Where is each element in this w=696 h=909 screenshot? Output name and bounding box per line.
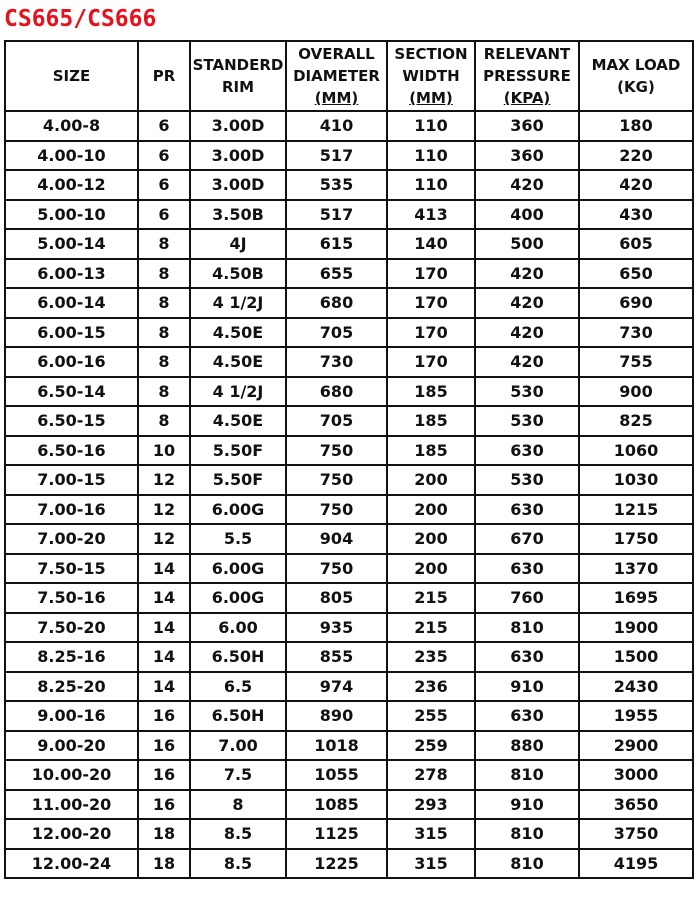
cell-rim: 3.00D xyxy=(190,141,286,171)
cell-size: 8.25-20 xyxy=(5,672,138,702)
tire-spec-table xyxy=(4,40,694,879)
cell-pr: 16 xyxy=(138,731,190,761)
cell-rim: 8.5 xyxy=(190,819,286,849)
cell-section-width: 110 xyxy=(387,170,475,200)
cell-relevant-pressure: 910 xyxy=(475,672,579,702)
cell-rim: 5.50F xyxy=(190,436,286,466)
cell-max-load: 825 xyxy=(579,406,693,436)
cell-rim: 4 1/2J xyxy=(190,288,286,318)
cell-overall-diameter: 1225 xyxy=(286,849,387,879)
table-row xyxy=(5,288,693,318)
cell-size: 6.00-13 xyxy=(5,259,138,289)
cell-relevant-pressure: 420 xyxy=(475,170,579,200)
cell-overall-diameter: 904 xyxy=(286,524,387,554)
page-title: CS665/CS666 xyxy=(4,6,157,32)
cell-max-load: 4195 xyxy=(579,849,693,879)
cell-max-load: 1060 xyxy=(579,436,693,466)
table-row xyxy=(5,583,693,613)
cell-pr: 8 xyxy=(138,318,190,348)
header-section-width: SECTION WIDTH (MM) xyxy=(387,41,475,111)
cell-overall-diameter: 1125 xyxy=(286,819,387,849)
cell-overall-diameter: 680 xyxy=(286,377,387,407)
table-row xyxy=(5,170,693,200)
cell-max-load: 3750 xyxy=(579,819,693,849)
cell-rim: 3.00D xyxy=(190,111,286,141)
cell-rim: 6.50H xyxy=(190,701,286,731)
cell-pr: 12 xyxy=(138,465,190,495)
cell-pr: 16 xyxy=(138,790,190,820)
cell-size: 5.00-10 xyxy=(5,200,138,230)
cell-section-width: 200 xyxy=(387,524,475,554)
cell-size: 7.00-20 xyxy=(5,524,138,554)
cell-overall-diameter: 655 xyxy=(286,259,387,289)
cell-size: 7.00-15 xyxy=(5,465,138,495)
cell-rim: 8 xyxy=(190,790,286,820)
table-row xyxy=(5,318,693,348)
cell-overall-diameter: 750 xyxy=(286,436,387,466)
cell-relevant-pressure: 760 xyxy=(475,583,579,613)
cell-rim: 6.5 xyxy=(190,672,286,702)
cell-section-width: 315 xyxy=(387,819,475,849)
cell-relevant-pressure: 500 xyxy=(475,229,579,259)
cell-max-load: 3000 xyxy=(579,760,693,790)
cell-relevant-pressure: 630 xyxy=(475,554,579,584)
cell-section-width: 170 xyxy=(387,347,475,377)
cell-size: 6.50-14 xyxy=(5,377,138,407)
cell-overall-diameter: 517 xyxy=(286,141,387,171)
cell-pr: 14 xyxy=(138,642,190,672)
cell-rim: 4.50E xyxy=(190,347,286,377)
cell-max-load: 220 xyxy=(579,141,693,171)
cell-rim: 6.00G xyxy=(190,554,286,584)
cell-overall-diameter: 750 xyxy=(286,465,387,495)
cell-rim: 6.00 xyxy=(190,613,286,643)
cell-rim: 3.50B xyxy=(190,200,286,230)
cell-rim: 4.50E xyxy=(190,406,286,436)
table-row xyxy=(5,465,693,495)
cell-rim: 8.5 xyxy=(190,849,286,879)
cell-relevant-pressure: 360 xyxy=(475,141,579,171)
cell-max-load: 1030 xyxy=(579,465,693,495)
cell-size: 7.00-16 xyxy=(5,495,138,525)
cell-rim: 4 1/2J xyxy=(190,377,286,407)
cell-section-width: 200 xyxy=(387,495,475,525)
cell-section-width: 110 xyxy=(387,111,475,141)
cell-size: 7.50-16 xyxy=(5,583,138,613)
cell-max-load: 1750 xyxy=(579,524,693,554)
cell-size: 4.00-12 xyxy=(5,170,138,200)
cell-size: 10.00-20 xyxy=(5,760,138,790)
cell-rim: 6.50H xyxy=(190,642,286,672)
cell-section-width: 235 xyxy=(387,642,475,672)
cell-relevant-pressure: 530 xyxy=(475,465,579,495)
table-row xyxy=(5,642,693,672)
cell-section-width: 170 xyxy=(387,259,475,289)
cell-max-load: 1370 xyxy=(579,554,693,584)
table-row xyxy=(5,229,693,259)
cell-rim: 4J xyxy=(190,229,286,259)
cell-max-load: 3650 xyxy=(579,790,693,820)
cell-pr: 12 xyxy=(138,495,190,525)
cell-size: 4.00-10 xyxy=(5,141,138,171)
cell-relevant-pressure: 630 xyxy=(475,436,579,466)
cell-pr: 18 xyxy=(138,849,190,879)
cell-max-load: 180 xyxy=(579,111,693,141)
cell-relevant-pressure: 810 xyxy=(475,613,579,643)
header-pr: PR xyxy=(138,41,190,111)
cell-section-width: 200 xyxy=(387,554,475,584)
cell-size: 6.00-14 xyxy=(5,288,138,318)
table-row xyxy=(5,819,693,849)
cell-relevant-pressure: 810 xyxy=(475,849,579,879)
cell-overall-diameter: 935 xyxy=(286,613,387,643)
cell-pr: 14 xyxy=(138,672,190,702)
cell-section-width: 110 xyxy=(387,141,475,171)
cell-size: 5.00-14 xyxy=(5,229,138,259)
cell-relevant-pressure: 360 xyxy=(475,111,579,141)
cell-section-width: 236 xyxy=(387,672,475,702)
cell-section-width: 215 xyxy=(387,583,475,613)
cell-overall-diameter: 705 xyxy=(286,318,387,348)
cell-pr: 16 xyxy=(138,701,190,731)
cell-max-load: 2430 xyxy=(579,672,693,702)
cell-overall-diameter: 535 xyxy=(286,170,387,200)
cell-size: 6.00-16 xyxy=(5,347,138,377)
table-row xyxy=(5,495,693,525)
cell-overall-diameter: 615 xyxy=(286,229,387,259)
cell-size: 6.50-16 xyxy=(5,436,138,466)
table-row xyxy=(5,141,693,171)
table-row xyxy=(5,701,693,731)
cell-size: 8.25-16 xyxy=(5,642,138,672)
cell-rim: 7.00 xyxy=(190,731,286,761)
cell-overall-diameter: 1055 xyxy=(286,760,387,790)
cell-max-load: 430 xyxy=(579,200,693,230)
cell-pr: 8 xyxy=(138,229,190,259)
table-row xyxy=(5,760,693,790)
cell-max-load: 605 xyxy=(579,229,693,259)
cell-pr: 8 xyxy=(138,406,190,436)
cell-relevant-pressure: 420 xyxy=(475,318,579,348)
cell-section-width: 170 xyxy=(387,318,475,348)
cell-relevant-pressure: 630 xyxy=(475,495,579,525)
table-row xyxy=(5,259,693,289)
table-row xyxy=(5,613,693,643)
cell-pr: 14 xyxy=(138,583,190,613)
tire-spec-table-container xyxy=(4,40,692,879)
cell-relevant-pressure: 810 xyxy=(475,760,579,790)
cell-pr: 16 xyxy=(138,760,190,790)
header-row xyxy=(5,41,693,111)
cell-pr: 14 xyxy=(138,613,190,643)
cell-overall-diameter: 705 xyxy=(286,406,387,436)
cell-pr: 6 xyxy=(138,170,190,200)
cell-rim: 6.00G xyxy=(190,583,286,613)
cell-relevant-pressure: 420 xyxy=(475,288,579,318)
cell-size: 11.00-20 xyxy=(5,790,138,820)
cell-section-width: 185 xyxy=(387,436,475,466)
cell-max-load: 1900 xyxy=(579,613,693,643)
cell-max-load: 690 xyxy=(579,288,693,318)
table-row xyxy=(5,347,693,377)
table-row xyxy=(5,672,693,702)
cell-overall-diameter: 1085 xyxy=(286,790,387,820)
cell-pr: 8 xyxy=(138,259,190,289)
cell-rim: 7.5 xyxy=(190,760,286,790)
table-row xyxy=(5,111,693,141)
cell-relevant-pressure: 630 xyxy=(475,642,579,672)
cell-max-load: 730 xyxy=(579,318,693,348)
cell-relevant-pressure: 670 xyxy=(475,524,579,554)
cell-relevant-pressure: 910 xyxy=(475,790,579,820)
cell-size: 12.00-24 xyxy=(5,849,138,879)
table-body xyxy=(5,111,693,878)
cell-overall-diameter: 1018 xyxy=(286,731,387,761)
cell-size: 9.00-16 xyxy=(5,701,138,731)
cell-relevant-pressure: 530 xyxy=(475,377,579,407)
cell-overall-diameter: 517 xyxy=(286,200,387,230)
cell-max-load: 420 xyxy=(579,170,693,200)
table-row xyxy=(5,554,693,584)
cell-max-load: 900 xyxy=(579,377,693,407)
cell-overall-diameter: 680 xyxy=(286,288,387,318)
cell-size: 6.00-15 xyxy=(5,318,138,348)
cell-overall-diameter: 750 xyxy=(286,554,387,584)
cell-pr: 8 xyxy=(138,377,190,407)
cell-overall-diameter: 974 xyxy=(286,672,387,702)
cell-pr: 6 xyxy=(138,200,190,230)
cell-section-width: 255 xyxy=(387,701,475,731)
cell-max-load: 755 xyxy=(579,347,693,377)
table-row xyxy=(5,200,693,230)
cell-size: 12.00-20 xyxy=(5,819,138,849)
header-relevant-pressure: RELEVANT PRESSURE (KPA) xyxy=(475,41,579,111)
cell-pr: 14 xyxy=(138,554,190,584)
cell-overall-diameter: 855 xyxy=(286,642,387,672)
cell-relevant-pressure: 400 xyxy=(475,200,579,230)
cell-relevant-pressure: 420 xyxy=(475,259,579,289)
cell-rim: 5.50F xyxy=(190,465,286,495)
cell-relevant-pressure: 420 xyxy=(475,347,579,377)
cell-section-width: 315 xyxy=(387,849,475,879)
cell-max-load: 2900 xyxy=(579,731,693,761)
cell-rim: 4.50B xyxy=(190,259,286,289)
cell-rim: 5.5 xyxy=(190,524,286,554)
cell-pr: 10 xyxy=(138,436,190,466)
cell-max-load: 1955 xyxy=(579,701,693,731)
cell-pr: 8 xyxy=(138,288,190,318)
table-row xyxy=(5,731,693,761)
cell-size: 7.50-20 xyxy=(5,613,138,643)
cell-relevant-pressure: 880 xyxy=(475,731,579,761)
table-row xyxy=(5,849,693,879)
cell-rim: 6.00G xyxy=(190,495,286,525)
header-max-load: MAX LOAD (KG) xyxy=(579,41,693,111)
cell-section-width: 413 xyxy=(387,200,475,230)
cell-pr: 6 xyxy=(138,111,190,141)
cell-section-width: 140 xyxy=(387,229,475,259)
cell-section-width: 185 xyxy=(387,406,475,436)
cell-section-width: 278 xyxy=(387,760,475,790)
cell-pr: 12 xyxy=(138,524,190,554)
cell-section-width: 259 xyxy=(387,731,475,761)
cell-rim: 3.00D xyxy=(190,170,286,200)
cell-relevant-pressure: 630 xyxy=(475,701,579,731)
cell-size: 9.00-20 xyxy=(5,731,138,761)
cell-relevant-pressure: 810 xyxy=(475,819,579,849)
table-row xyxy=(5,377,693,407)
cell-overall-diameter: 410 xyxy=(286,111,387,141)
header-standard-rim: STANDERD RIM xyxy=(190,41,286,111)
cell-overall-diameter: 890 xyxy=(286,701,387,731)
cell-pr: 6 xyxy=(138,141,190,171)
cell-section-width: 215 xyxy=(387,613,475,643)
cell-section-width: 293 xyxy=(387,790,475,820)
cell-pr: 8 xyxy=(138,347,190,377)
cell-size: 6.50-15 xyxy=(5,406,138,436)
cell-max-load: 1215 xyxy=(579,495,693,525)
cell-overall-diameter: 730 xyxy=(286,347,387,377)
cell-section-width: 200 xyxy=(387,465,475,495)
cell-max-load: 1500 xyxy=(579,642,693,672)
cell-overall-diameter: 750 xyxy=(286,495,387,525)
cell-pr: 18 xyxy=(138,819,190,849)
cell-section-width: 170 xyxy=(387,288,475,318)
table-row xyxy=(5,790,693,820)
cell-section-width: 185 xyxy=(387,377,475,407)
cell-max-load: 650 xyxy=(579,259,693,289)
cell-size: 4.00-8 xyxy=(5,111,138,141)
cell-size: 7.50-15 xyxy=(5,554,138,584)
header-overall-diameter: OVERALL DIAMETER (MM) xyxy=(286,41,387,111)
table-row xyxy=(5,524,693,554)
cell-max-load: 1695 xyxy=(579,583,693,613)
cell-rim: 4.50E xyxy=(190,318,286,348)
cell-overall-diameter: 805 xyxy=(286,583,387,613)
table-row xyxy=(5,406,693,436)
table-row xyxy=(5,436,693,466)
cell-relevant-pressure: 530 xyxy=(475,406,579,436)
header-size: SIZE xyxy=(5,41,138,111)
